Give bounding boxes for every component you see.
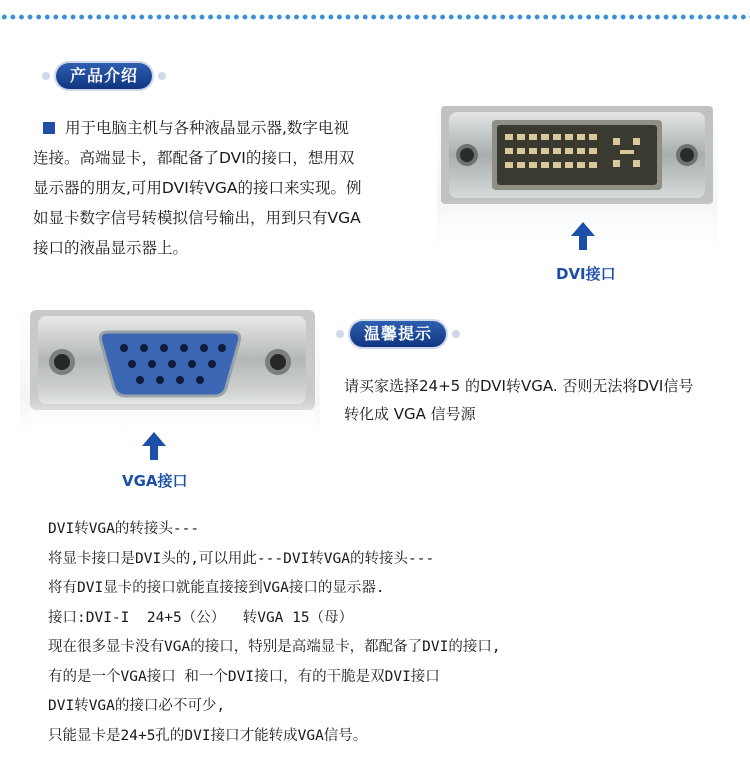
description-line: 将显卡接口是DVI头的,可以用此---DVI转VGA的转接头--- [48, 550, 435, 567]
tip-title-badge [350, 321, 446, 347]
intro-line: 显示器的朋友,可用DVI转VGA的接口来实现。例 [33, 179, 362, 197]
dotted-top-border [0, 12, 750, 22]
intro-paragraph [33, 113, 403, 263]
description-line: 有的是一个VGA接口 和一个DVI接口，有的干脆是双DVI接口 [48, 668, 440, 685]
tip-line: 转化成 VGA 信号源 [344, 405, 476, 423]
vga-connector-icon [20, 310, 320, 435]
intro-line: 连接。高端显卡，都配备了DVI的接口，想用双 [33, 149, 355, 167]
vga-port-label: VGA接口 [122, 472, 188, 490]
description-block [48, 515, 728, 751]
up-arrow-icon [571, 222, 595, 250]
vga-connector-photo [20, 310, 320, 435]
dvi-port-label: DVI接口 [556, 265, 616, 283]
intro-line: 如显卡数字信号转模拟信号输出，用到只有VGA [33, 209, 361, 227]
section-title: 产品介绍 [70, 66, 139, 85]
intro-line: 用于电脑主机与各种液晶显示器,数字电视 [65, 119, 349, 137]
tip-paragraph [344, 372, 744, 428]
intro-line: 接口的液晶显示器上。 [33, 239, 189, 257]
description-line: 现在很多显卡没有VGA的接口，特别是高端显卡，都配备了DVI的接口, [48, 639, 501, 655]
description-line: DVI转VGA的接口必不可少, [48, 698, 226, 714]
tip-title: 温馨提示 [364, 324, 433, 343]
tip-line: 请买家选择24+5 的DVI转VGA. 否则无法将DVI信号 [344, 377, 694, 395]
up-arrow-icon [142, 432, 166, 460]
description-line: DVI转VGA的转接头--- [48, 521, 200, 537]
bullet-square-icon [43, 122, 55, 134]
section-title-badge [56, 63, 152, 89]
description-line: 接口:DVI-I 24+5（公） 转VGA 15（母） [48, 609, 354, 626]
description-line: 将有DVI显卡的接口就能直接接到VGA接口的显示器. [48, 580, 385, 596]
description-line: 只能显卡是24+5孔的DVI接口才能转成VGA信号。 [48, 727, 368, 744]
